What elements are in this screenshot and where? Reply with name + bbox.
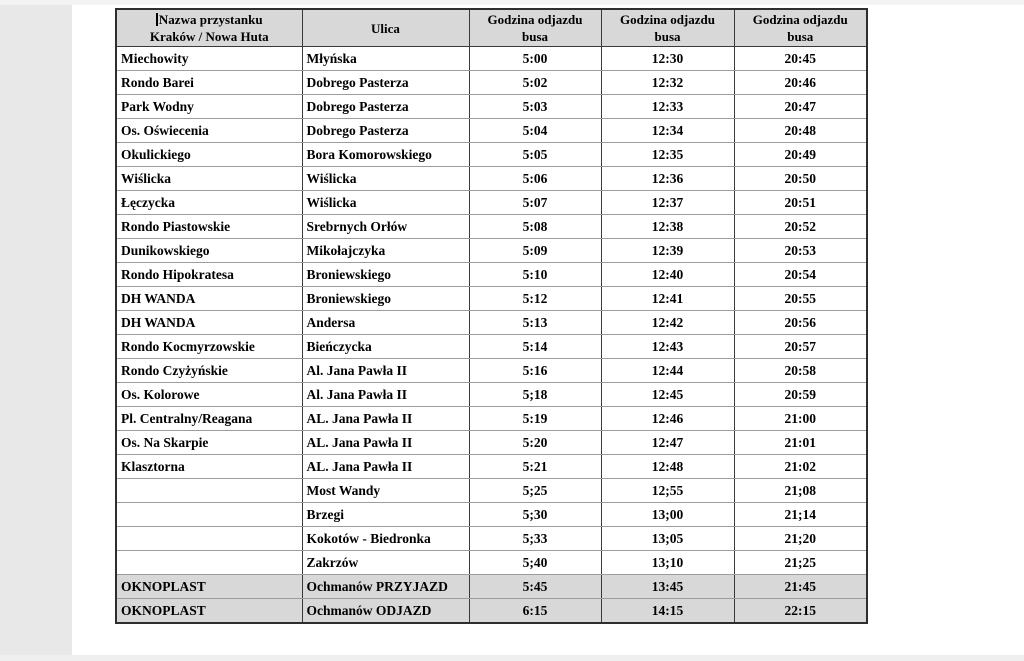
table-row: [116, 383, 867, 407]
street-cell[interactable]: Młyńska: [302, 47, 469, 71]
departure-time-cell[interactable]: 5:08: [469, 215, 601, 239]
departure-time-cell[interactable]: 12:30: [601, 47, 734, 71]
table-row: [116, 71, 867, 95]
stop-name-cell[interactable]: Klasztorna: [116, 455, 302, 479]
departure-time-cell[interactable]: 5:09: [469, 239, 601, 263]
table-row: [116, 359, 867, 383]
departure-time-cell[interactable]: 12:34: [601, 119, 734, 143]
departure-time-cell[interactable]: 5:14: [469, 335, 601, 359]
departure-time-cell[interactable]: 5;25: [469, 479, 601, 503]
text-cursor-caret: [156, 13, 158, 26]
table-row: [116, 575, 867, 599]
departure-time-cell[interactable]: 12:41: [601, 287, 734, 311]
stop-name-cell[interactable]: DH WANDA: [116, 311, 302, 335]
departure-time-cell[interactable]: 5:21: [469, 455, 601, 479]
departure-time-cell[interactable]: 5:13: [469, 311, 601, 335]
departure-time-cell[interactable]: 12:47: [601, 431, 734, 455]
street-cell[interactable]: Zakrzów: [302, 551, 469, 575]
departure-time-cell[interactable]: 12:40: [601, 263, 734, 287]
departure-time-cell[interactable]: 21;25: [734, 551, 867, 575]
street-cell[interactable]: Srebrnych Orłów: [302, 215, 469, 239]
header-departure-3-line1: Godzina odjazdu: [752, 12, 848, 27]
departure-time-cell[interactable]: 12:32: [601, 71, 734, 95]
table-row: [116, 95, 867, 119]
departure-time-cell[interactable]: 5:07: [469, 191, 601, 215]
departure-time-cell[interactable]: 20:47: [734, 95, 867, 119]
header-stop-line2: Kraków / Nowa Huta: [149, 29, 269, 44]
departure-time-cell[interactable]: 5:05: [469, 143, 601, 167]
street-cell[interactable]: Ochmanów PRZYJAZD: [302, 575, 469, 599]
header-row: [116, 9, 867, 47]
street-cell[interactable]: Ochmanów ODJAZD: [302, 599, 469, 624]
departure-time-cell[interactable]: 21:02: [734, 455, 867, 479]
table-row: [116, 263, 867, 287]
table-row: [116, 47, 867, 71]
street-cell[interactable]: AL. Jana Pawła II: [302, 407, 469, 431]
header-departure-3[interactable]: [734, 9, 867, 47]
departure-time-cell[interactable]: 20:59: [734, 383, 867, 407]
departure-time-cell[interactable]: 13:45: [601, 575, 734, 599]
header-departure-2-line2: busa: [654, 29, 681, 44]
header-departure-2[interactable]: [601, 9, 734, 47]
street-cell[interactable]: Dobrego Pasterza: [302, 71, 469, 95]
departure-time-cell[interactable]: 5;33: [469, 527, 601, 551]
stop-name-cell[interactable]: Os. Oświecenia: [116, 119, 302, 143]
stop-name-cell[interactable]: Rondo Barei: [116, 71, 302, 95]
departure-time-cell[interactable]: 5:03: [469, 95, 601, 119]
departure-time-cell[interactable]: 20:51: [734, 191, 867, 215]
stop-name-cell[interactable]: Wiślicka: [116, 167, 302, 191]
stop-name-cell[interactable]: Pl. Centralny/Reagana: [116, 407, 302, 431]
departure-time-cell[interactable]: 21:45: [734, 575, 867, 599]
street-cell[interactable]: Wiślicka: [302, 167, 469, 191]
bus-timetable: [115, 8, 868, 624]
departure-time-cell[interactable]: 22:15: [734, 599, 867, 624]
table-row: [116, 335, 867, 359]
departure-time-cell[interactable]: 5;40: [469, 551, 601, 575]
stop-name-cell[interactable]: DH WANDA: [116, 287, 302, 311]
stop-name-cell[interactable]: Rondo Czyżyńskie: [116, 359, 302, 383]
departure-time-cell[interactable]: 13;00: [601, 503, 734, 527]
departure-time-cell[interactable]: 12:43: [601, 335, 734, 359]
table-row: [116, 239, 867, 263]
table-row: [116, 479, 867, 503]
table-row: [116, 215, 867, 239]
street-cell[interactable]: Brzegi: [302, 503, 469, 527]
stop-name-cell[interactable]: Miechowity: [116, 47, 302, 71]
street-cell[interactable]: Dobrego Pasterza: [302, 119, 469, 143]
stop-name-cell[interactable]: Rondo Piastowskie: [116, 215, 302, 239]
street-cell[interactable]: AL. Jana Pawła II: [302, 455, 469, 479]
departure-time-cell[interactable]: 12:38: [601, 215, 734, 239]
departure-time-cell[interactable]: 5:20: [469, 431, 601, 455]
departure-time-cell[interactable]: 20:48: [734, 119, 867, 143]
app-background: [0, 5, 73, 655]
street-cell[interactable]: Broniewskiego: [302, 287, 469, 311]
street-cell[interactable]: Bora Komorowskiego: [302, 143, 469, 167]
departure-time-cell[interactable]: 6:15: [469, 599, 601, 624]
stop-name-cell[interactable]: Os. Na Skarpie: [116, 431, 302, 455]
stop-name-cell[interactable]: OKNOPLAST: [116, 575, 302, 599]
header-stop-name[interactable]: [116, 9, 302, 47]
departure-time-cell[interactable]: 20:55: [734, 287, 867, 311]
stop-name-cell[interactable]: Dunikowskiego: [116, 239, 302, 263]
street-cell[interactable]: Kokotów - Biedronka: [302, 527, 469, 551]
table-row: [116, 407, 867, 431]
street-cell[interactable]: Broniewskiego: [302, 263, 469, 287]
table-row: [116, 143, 867, 167]
departure-time-cell[interactable]: 12:37: [601, 191, 734, 215]
stop-name-cell[interactable]: [116, 479, 302, 503]
departure-time-cell[interactable]: 20:53: [734, 239, 867, 263]
table-row: [116, 311, 867, 335]
departure-time-cell[interactable]: 12:36: [601, 167, 734, 191]
table-row: [116, 599, 867, 624]
departure-time-cell[interactable]: 5:12: [469, 287, 601, 311]
stop-name-cell[interactable]: [116, 503, 302, 527]
street-cell[interactable]: AL. Jana Pawła II: [302, 431, 469, 455]
departure-time-cell[interactable]: 21;14: [734, 503, 867, 527]
stop-name-cell[interactable]: OKNOPLAST: [116, 599, 302, 624]
header-street[interactable]: Ulica: [302, 9, 469, 47]
departure-time-cell[interactable]: 12:42: [601, 311, 734, 335]
document-page[interactable]: [72, 5, 1024, 655]
departure-time-cell[interactable]: 20:49: [734, 143, 867, 167]
departure-time-cell[interactable]: 5:16: [469, 359, 601, 383]
departure-time-cell[interactable]: 5;18: [469, 383, 601, 407]
header-departure-1-line2: busa: [521, 29, 549, 44]
street-cell[interactable]: Mikołajczyka: [302, 239, 469, 263]
departure-time-cell[interactable]: 5:06: [469, 167, 601, 191]
departure-time-cell[interactable]: 20:46: [734, 71, 867, 95]
departure-time-cell[interactable]: 5;30: [469, 503, 601, 527]
street-cell[interactable]: Most Wandy: [302, 479, 469, 503]
table-row: [116, 503, 867, 527]
departure-time-cell[interactable]: 20:58: [734, 359, 867, 383]
table-row: [116, 431, 867, 455]
departure-time-cell[interactable]: 20:45: [734, 47, 867, 71]
table-row: [116, 455, 867, 479]
stop-name-cell[interactable]: Okulickiego: [116, 143, 302, 167]
departure-time-cell[interactable]: 20:57: [734, 335, 867, 359]
departure-time-cell[interactable]: 5:00: [469, 47, 601, 71]
table-row: [116, 287, 867, 311]
stop-name-cell[interactable]: Łęczycka: [116, 191, 302, 215]
departure-time-cell[interactable]: 13;10: [601, 551, 734, 575]
header-departure-1[interactable]: [469, 9, 601, 47]
table-row: [116, 167, 867, 191]
stop-name-cell[interactable]: Rondo Hipokratesa: [116, 263, 302, 287]
departure-time-cell[interactable]: 12:39: [601, 239, 734, 263]
departure-time-cell[interactable]: 21;20: [734, 527, 867, 551]
departure-time-cell[interactable]: 20:54: [734, 263, 867, 287]
departure-time-cell[interactable]: 12;55: [601, 479, 734, 503]
departure-time-cell[interactable]: 21:00: [734, 407, 867, 431]
street-cell[interactable]: Dobrego Pasterza: [302, 95, 469, 119]
table-row: [116, 191, 867, 215]
departure-time-cell[interactable]: 12:46: [601, 407, 734, 431]
departure-time-cell[interactable]: 20:52: [734, 215, 867, 239]
departure-time-cell[interactable]: 20:50: [734, 167, 867, 191]
street-cell[interactable]: Al. Jana Pawła II: [302, 383, 469, 407]
stop-name-cell[interactable]: [116, 551, 302, 575]
header-stop-line1: Nazwa przystanku: [158, 12, 263, 27]
stop-name-cell[interactable]: Park Wodny: [116, 95, 302, 119]
street-cell[interactable]: Wiślicka: [302, 191, 469, 215]
departure-time-cell[interactable]: 12:48: [601, 455, 734, 479]
departure-time-cell[interactable]: 5:04: [469, 119, 601, 143]
departure-time-cell[interactable]: 5:19: [469, 407, 601, 431]
table-row: [116, 551, 867, 575]
departure-time-cell[interactable]: 5:10: [469, 263, 601, 287]
street-cell[interactable]: Bieńczycka: [302, 335, 469, 359]
departure-time-cell[interactable]: 5:45: [469, 575, 601, 599]
departure-time-cell[interactable]: 20:56: [734, 311, 867, 335]
departure-time-cell[interactable]: 12:33: [601, 95, 734, 119]
departure-time-cell[interactable]: 21:01: [734, 431, 867, 455]
header-departure-1-line1: Godzina odjazdu: [487, 12, 583, 27]
header-departure-2-line1: Godzina odjazdu: [620, 12, 715, 27]
table-row: [116, 527, 867, 551]
departure-time-cell[interactable]: 21;08: [734, 479, 867, 503]
departure-time-cell[interactable]: 5:02: [469, 71, 601, 95]
departure-time-cell[interactable]: 12:44: [601, 359, 734, 383]
departure-time-cell[interactable]: 12:45: [601, 383, 734, 407]
stop-name-cell[interactable]: [116, 527, 302, 551]
table-row: [116, 119, 867, 143]
stop-name-cell[interactable]: Rondo Kocmyrzowskie: [116, 335, 302, 359]
departure-time-cell[interactable]: 14:15: [601, 599, 734, 624]
departure-time-cell[interactable]: 13;05: [601, 527, 734, 551]
street-cell[interactable]: Andersa: [302, 311, 469, 335]
street-cell[interactable]: Al. Jana Pawła II: [302, 359, 469, 383]
header-departure-3-line2: busa: [787, 29, 814, 44]
departure-time-cell[interactable]: 12:35: [601, 143, 734, 167]
window-bottom-edge: [0, 655, 1024, 661]
stop-name-cell[interactable]: Os. Kolorowe: [116, 383, 302, 407]
